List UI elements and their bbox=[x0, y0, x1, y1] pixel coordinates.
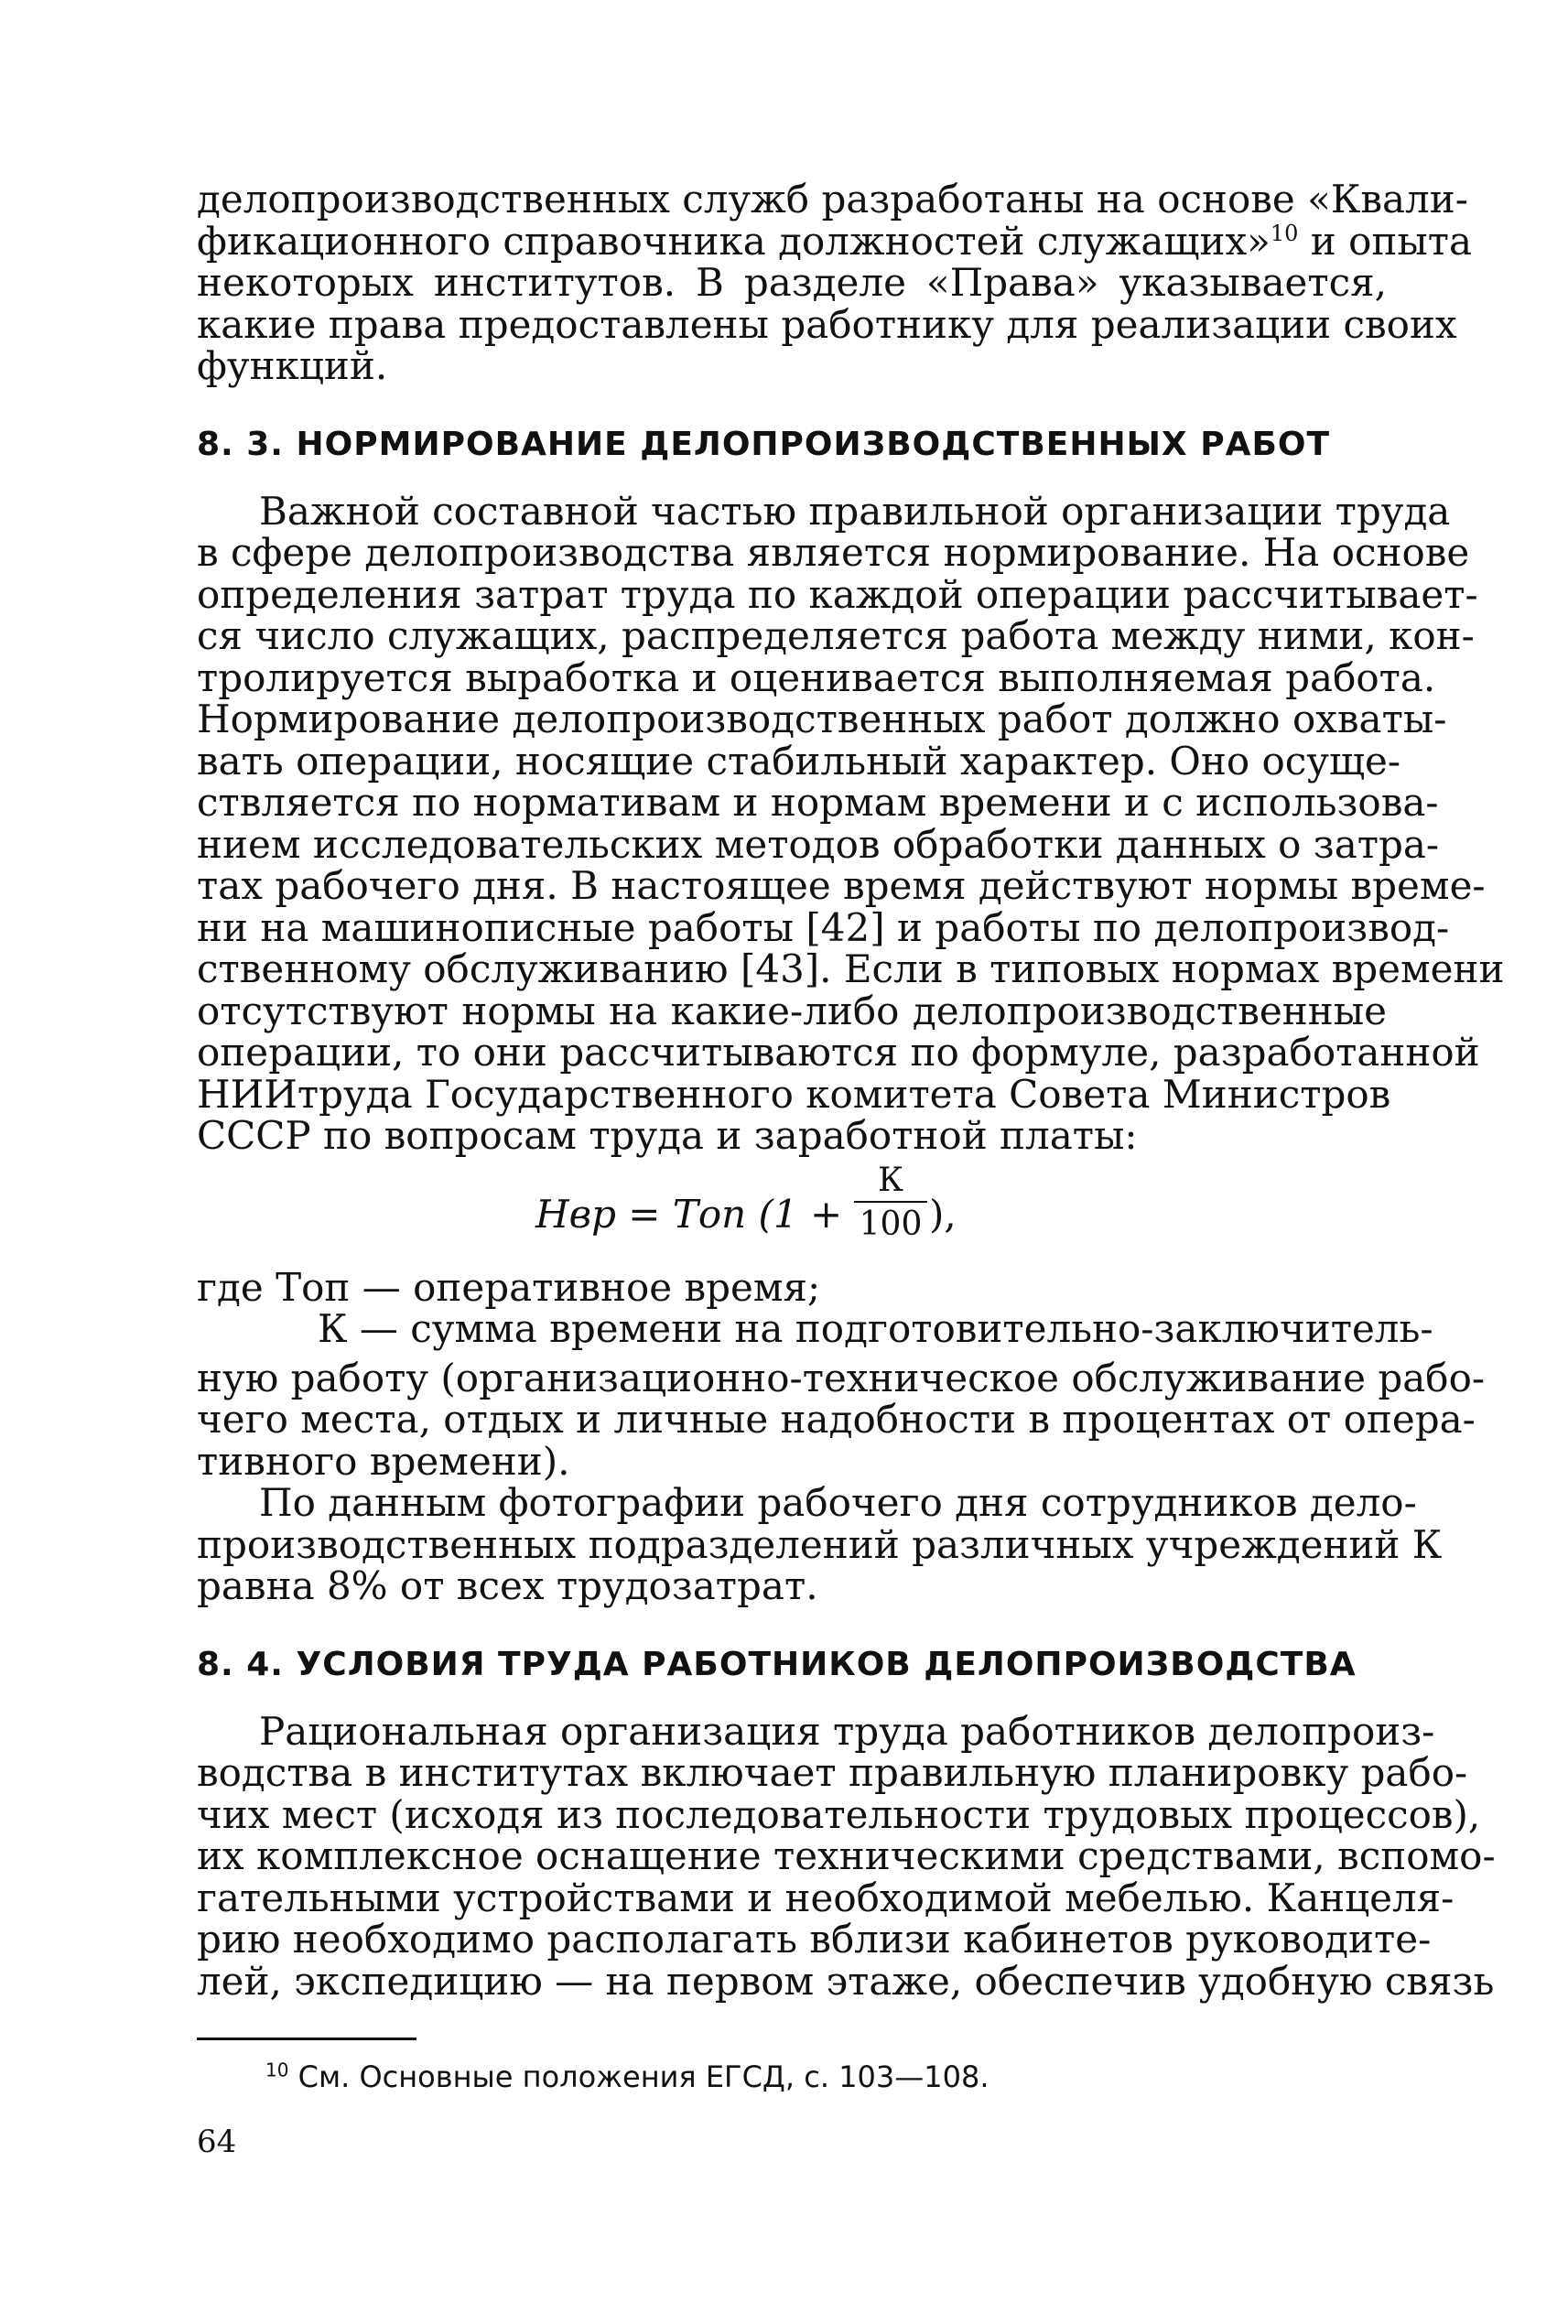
text-line: ствляется по нормативам и нормам времени и с использова- bbox=[197, 780, 1439, 825]
text-line: равна 8% от всех трудозатрат. bbox=[197, 1563, 818, 1608]
text-line: Нормирование делопроизводственных работ должно охваты- bbox=[197, 697, 1447, 741]
footnote-text: См. Основные положения ЕГСД, с. 103—108. bbox=[297, 2059, 989, 2094]
text-line: тролируется выработка и оценивается выполняемая работа. bbox=[197, 654, 1436, 700]
text-line: тах рабочего дня. В настоящее время действуют нормы време- bbox=[197, 863, 1486, 908]
text-line: лей, экспедицию — на первом этаже, обеспечив удобную связь bbox=[197, 1958, 1495, 2004]
text-line: ни на машинописные работы [42] и работы по делопроизвод- bbox=[197, 904, 1450, 950]
text-line: чих мест (исходя из последовательности трудовых процессов), bbox=[197, 1791, 1481, 1837]
text-line-with-footnote bbox=[197, 218, 1473, 264]
formula bbox=[197, 1162, 1387, 1254]
formula-numerator: К bbox=[878, 1161, 903, 1199]
text-line: производственных подразделений различных учреждений К bbox=[197, 1521, 1443, 1567]
text-line: тивного времени). bbox=[197, 1438, 570, 1484]
fraction-bar bbox=[854, 1201, 927, 1203]
text-line: нием исследовательских методов обработки данных о затра- bbox=[197, 821, 1440, 867]
footnote bbox=[265, 2059, 989, 2094]
text-line: ственному обслуживанию [43]. Если в типовых нормах времени bbox=[197, 946, 1505, 991]
formula-rhs: ), bbox=[929, 1191, 957, 1237]
section-heading-8-3: 8. 3. НОРМИРОВАНИЕ ДЕЛОПРОИЗВОДСТВЕННЫХ РАБОТ bbox=[197, 425, 1331, 463]
formula-fraction bbox=[854, 1162, 927, 1243]
text-line: рию необходимо располагать вблизи кабинетов руководите- bbox=[197, 1917, 1432, 1962]
text-line: функций. bbox=[197, 343, 388, 388]
page-number: 64 bbox=[197, 2124, 237, 2160]
text-line: ную работу (организационно-техническое обслуживание рабо- bbox=[197, 1355, 1486, 1400]
section-heading-8-4: 8. 4. УСЛОВИЯ ТРУДА РАБОТНИКОВ ДЕЛОПРОИЗВОДСТВА bbox=[197, 1645, 1357, 1683]
legend-line: К — сумма времени на подготовительно-заключитель- bbox=[318, 1306, 1433, 1351]
text-line: делопроизводственных служб разработаны на основе «Квали- bbox=[197, 177, 1468, 222]
legend-line: где Топ — оперативное время; bbox=[197, 1264, 821, 1310]
text-fragment: и опыта bbox=[1310, 218, 1473, 264]
section-8-3-paragraph bbox=[197, 488, 1505, 1158]
text-line: По данным фотографии рабочего дня сотрудников дело- bbox=[259, 1480, 1417, 1525]
footnote-marker: 10 bbox=[265, 2059, 289, 2081]
text-line: некоторых институтов. В разделе «Права» указывается, bbox=[197, 260, 1387, 305]
text-line: НИИтруда Государственного комитета Совета Министров bbox=[197, 1071, 1391, 1117]
text-line: чего места, отдых и личные надобности в процентах от опера- bbox=[197, 1397, 1476, 1442]
text-fragment: фикационного справочника должностей служащих» bbox=[197, 218, 1271, 264]
text-line: их комплексное оснащение техническими средствами, вспомо- bbox=[197, 1833, 1496, 1878]
formula-lhs: Нвр = Топ (1 + bbox=[535, 1191, 843, 1237]
text-line: Рациональная организация труда работников делопроиз- bbox=[259, 1708, 1435, 1754]
footnote-divider bbox=[197, 2038, 416, 2040]
text-line: ся число служащих, распределяется работа между ними, кон- bbox=[197, 613, 1475, 658]
text-line: вать операции, носящие стабильный характер. Оно осуще- bbox=[197, 738, 1401, 784]
formula-denominator: 100 bbox=[859, 1205, 923, 1243]
formula-legend bbox=[197, 1264, 1486, 1484]
text-line: гательными устройствами и необходимой мебелью. Канцеля- bbox=[197, 1875, 1454, 1920]
conclusion-paragraph bbox=[197, 1480, 1443, 1608]
text-line: Важной составной частью правильной организации труда bbox=[259, 488, 1451, 534]
footnote-reference: 10 bbox=[1270, 220, 1299, 246]
text-line: операции, то они рассчитываются по формуле, разработанной bbox=[197, 1030, 1480, 1075]
text-line: определения затрат труда по каждой операции рассчитывает- bbox=[197, 571, 1478, 617]
text-line: какие права предоставлены работнику для реализации своих bbox=[197, 301, 1457, 347]
text-line: в сфере делопроизводства является нормирование. На основе bbox=[197, 530, 1470, 575]
page-body bbox=[197, 177, 1505, 2004]
text-line: водства в институтах включает правильную планировку рабо- bbox=[197, 1750, 1468, 1795]
text-line: отсутствуют нормы на какие-либо делопроизводственные bbox=[197, 988, 1387, 1033]
section-8-4-paragraph bbox=[197, 1708, 1496, 2004]
intro-paragraph bbox=[197, 177, 1473, 388]
text-line: СССР по вопросам труда и заработной платы: bbox=[197, 1113, 1138, 1158]
